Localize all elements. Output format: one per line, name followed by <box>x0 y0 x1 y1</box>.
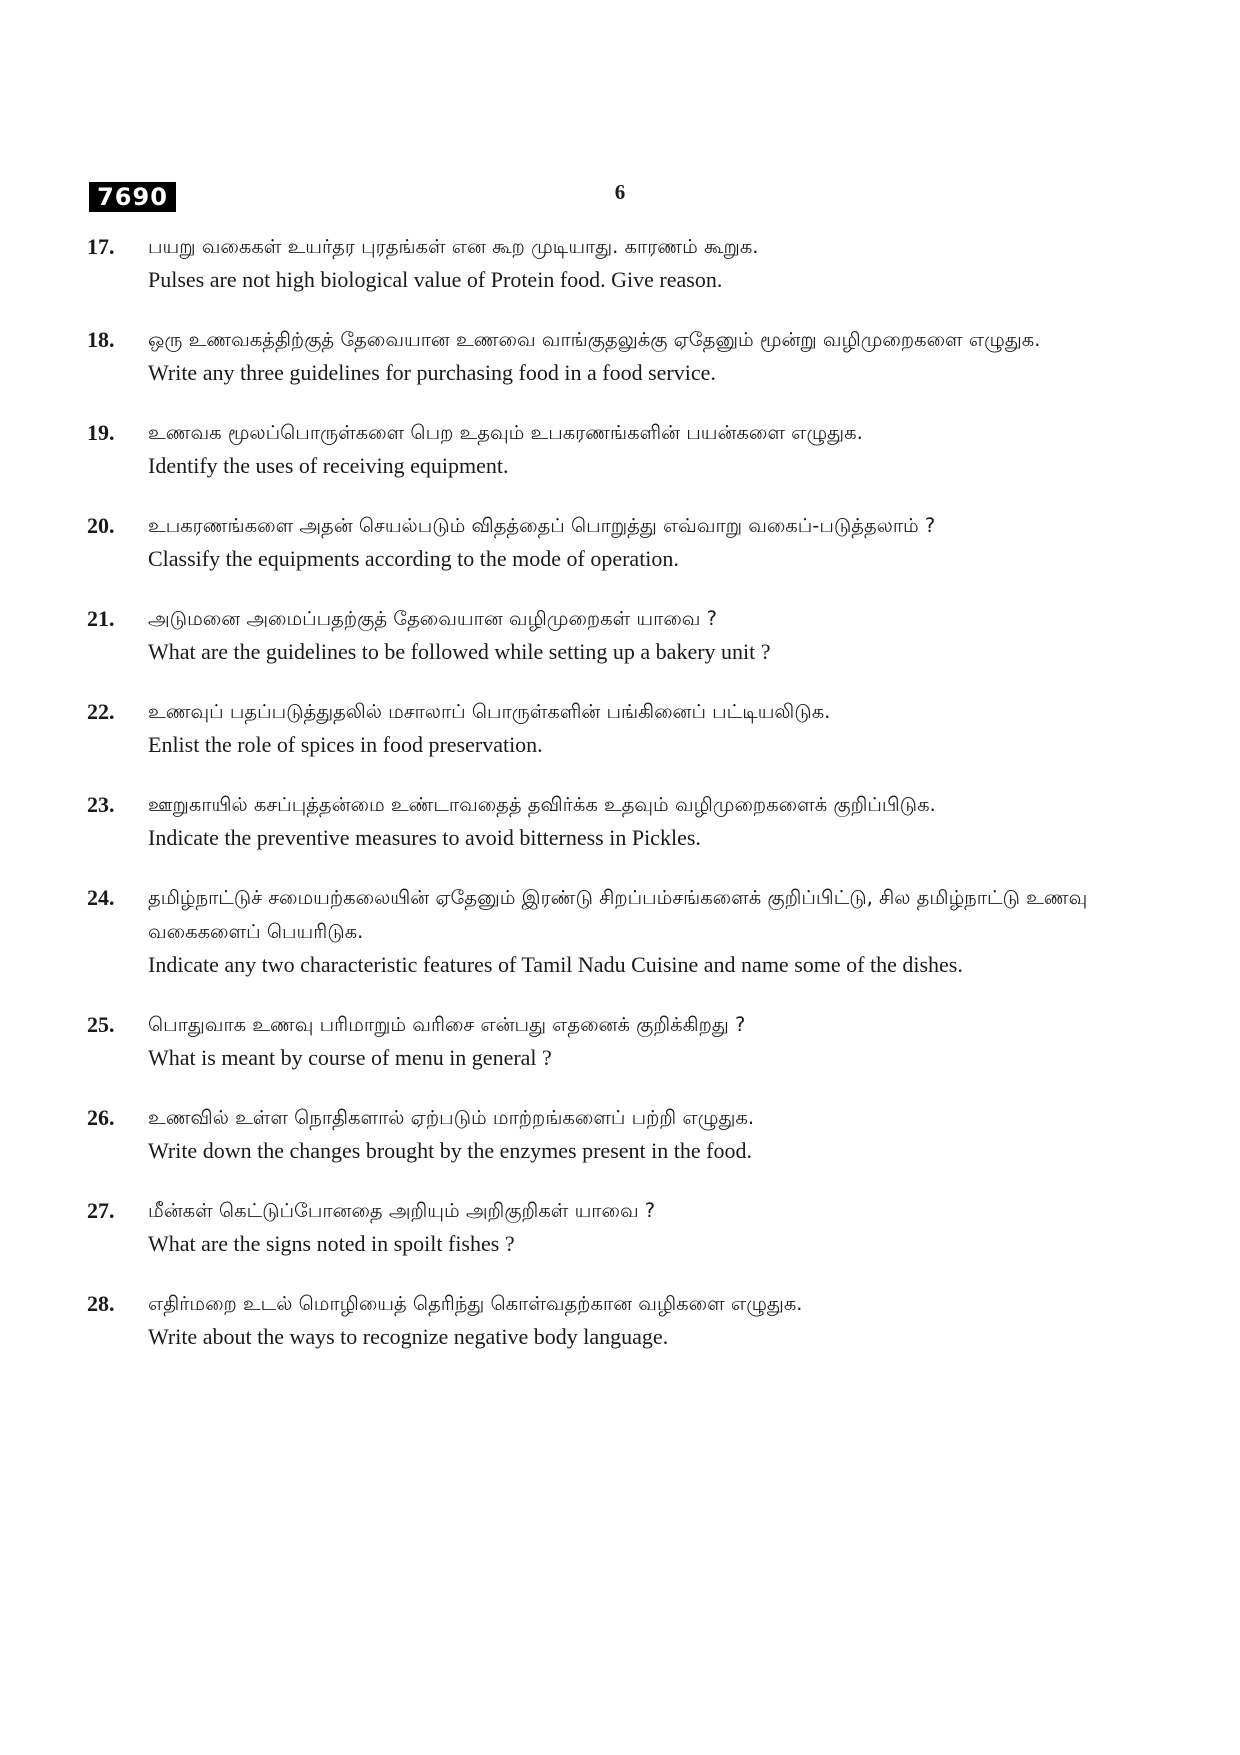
question-english-text: What are the guidelines to be followed while setting up a bakery unit ? <box>148 639 771 664</box>
question-20 <box>87 509 1107 575</box>
question-19 <box>87 416 1107 482</box>
question-english-text: Write about the ways to recognize negative body language. <box>148 1324 669 1349</box>
question-number: 19. <box>87 420 115 445</box>
question-tamil-text: உணவக மூலப்பொருள்களை பெற உதவும் உபகரணங்களின் பயன்களை எழுதுக. <box>148 421 863 444</box>
question-28 <box>87 1287 1107 1353</box>
question-number: 20. <box>87 513 115 538</box>
question-18 <box>87 323 1107 389</box>
paper-code-badge: 7690 <box>89 182 176 212</box>
question-english-text: Classify the equipments according to the mode of operation. <box>148 546 679 571</box>
question-tamil-text: பயறு வகைகள் உயர்தர புரதங்கள் என கூற முடியாது. காரணம் கூறுக. <box>148 235 759 258</box>
question-english-text: Enlist the role of spices in food preservation. <box>148 732 543 757</box>
question-number: 22. <box>87 699 115 724</box>
question-number: 18. <box>87 327 115 352</box>
question-english-text: What are the signs noted in spoilt fishes ? <box>148 1231 515 1256</box>
question-number: 21. <box>87 606 115 631</box>
question-17 <box>87 230 1107 296</box>
question-tamil-text: உபகரணங்களை அதன் செயல்படும் விதத்தைப் பொறுத்து எவ்வாறு வகைப்-படுத்தலாம் ? <box>148 514 936 537</box>
question-number: 27. <box>87 1198 115 1223</box>
question-number: 25. <box>87 1012 115 1037</box>
question-tamil-text: தமிழ்நாட்டுச் சமையற்கலையின் ஏதேனும் இரண்டு சிறப்பம்சங்களைக் குறிப்பிட்டு, சில தமிழ்நாட்டு உணவு வகைகளைப் பெயரிடுக. <box>148 886 1088 943</box>
question-number: 23. <box>87 792 115 817</box>
question-tamil-text: ஒரு உணவகத்திற்குத் தேவையான உணவை வாங்குதலுக்கு ஏதேனும் மூன்று வழிமுறைகளை எழுதுக. <box>148 328 1041 351</box>
question-english-text: Identify the uses of receiving equipment. <box>148 453 509 478</box>
question-number: 26. <box>87 1105 115 1130</box>
question-number: 17. <box>87 234 115 259</box>
question-english-text: Indicate the preventive measures to avoid bitterness in Pickles. <box>148 825 701 850</box>
question-22 <box>87 695 1107 761</box>
question-tamil-text: உணவில் உள்ள நொதிகளால் ஏற்படும் மாற்றங்களைப் பற்றி எழுதுக. <box>148 1106 755 1129</box>
question-21 <box>87 602 1107 668</box>
question-english-text: Pulses are not high biological value of Protein food. Give reason. <box>148 267 723 292</box>
question-english-text: Indicate any two characteristic features of Tamil Nadu Cuisine and name some of the dishes. <box>148 952 963 977</box>
question-tamil-text: பொதுவாக உணவு பரிமாறும் வரிசை என்பது எதனைக் குறிக்கிறது ? <box>148 1013 746 1036</box>
question-english-text: Write any three guidelines for purchasing food in a food service. <box>148 360 716 385</box>
page-number: 6 <box>614 180 626 204</box>
question-tamil-text: எதிர்மறை உடல் மொழியைத் தெரிந்து கொள்வதற்கான வழிகளை எழுதுக. <box>148 1292 803 1315</box>
question-number: 28. <box>87 1291 115 1316</box>
question-number: 24. <box>87 885 115 910</box>
question-23 <box>87 788 1107 854</box>
question-24 <box>87 881 1107 981</box>
question-26 <box>87 1101 1107 1167</box>
question-tamil-text: ஊறுகாயில் கசப்புத்தன்மை உண்டாவதைத் தவிர்க்க உதவும் வழிமுறைகளைக் குறிப்பிடுக. <box>148 793 936 816</box>
question-tamil-text: உணவுப் பதப்படுத்துதலில் மசாலாப் பொருள்களின் பங்கினைப் பட்டியலிடுக. <box>148 700 831 723</box>
question-tamil-text: மீன்கள் கெட்டுப்போனதை அறியும் அறிகுறிகள் யாவை ? <box>148 1199 656 1222</box>
question-27 <box>87 1194 1107 1260</box>
question-tamil-text: அடுமனை அமைப்பதற்குத் தேவையான வழிமுறைகள் யாவை ? <box>148 607 718 630</box>
question-25 <box>87 1008 1107 1074</box>
question-list <box>87 230 1107 1380</box>
question-english-text: What is meant by course of menu in general ? <box>148 1045 552 1070</box>
question-english-text: Write down the changes brought by the enzymes present in the food. <box>148 1138 752 1163</box>
